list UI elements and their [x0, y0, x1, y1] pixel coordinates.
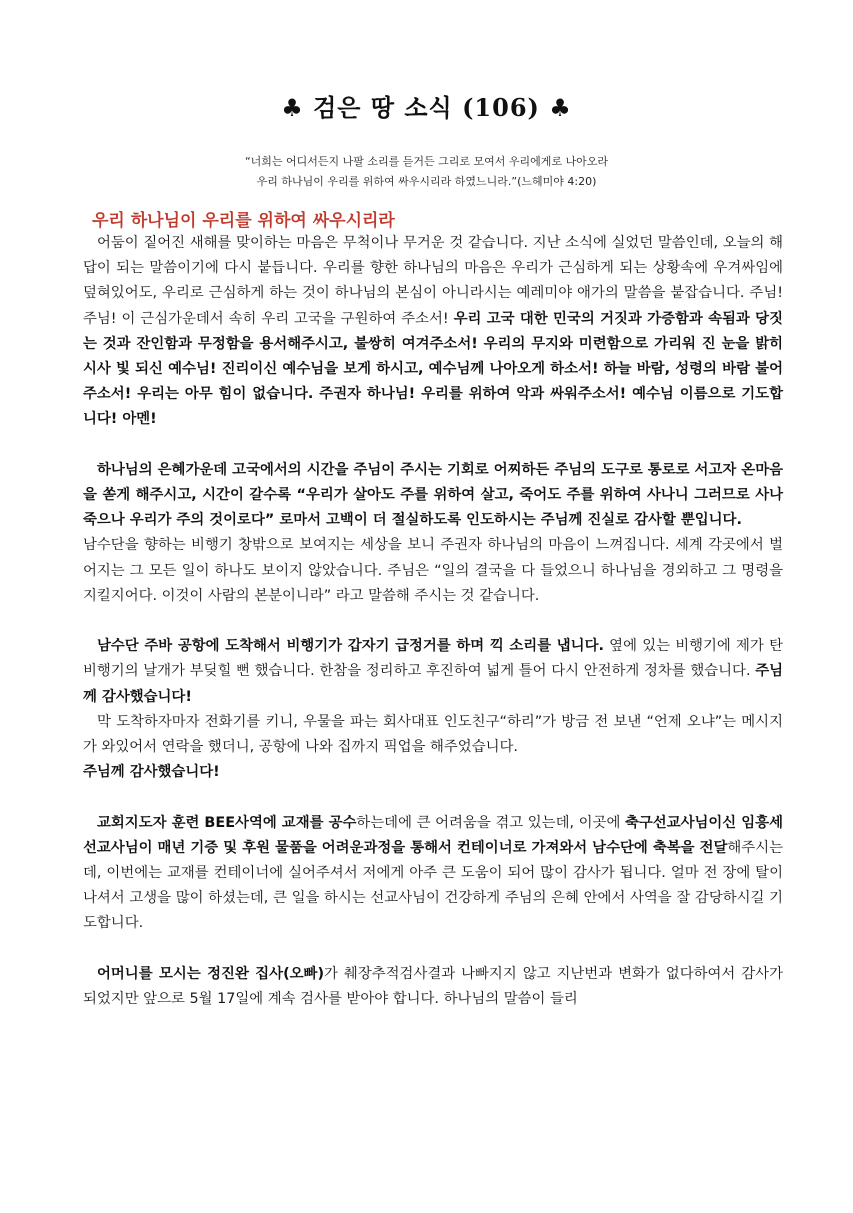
- newsletter-title: ♣ 검은 땅 소식 (106) ♣: [281, 93, 572, 122]
- epigraph-quote: [120, 152, 733, 192]
- paragraph-thanks: [83, 760, 783, 785]
- paragraph-juba-arrival: [83, 634, 783, 710]
- paragraph-bold-text: 하나님의 은혜가운데 고국에서의 시간을 주님이 주시는 기회로 어찌하든 주님의 도구로 통로로 서고자 온마음을 쏟게 해주시고, 시간이 갈수록 “우리가 살아도 주를 위하여 살고, 죽어도 주를 위하여 사나니 그러므로 사나 죽으나 우리가 주의 것이로다” 로마서 고백이 더 절실하도록 인도하시는 주님께 진실로 감사할 뿐입니다.: [83, 461, 783, 529]
- paragraph-text: 하는데에 큰 어려움을 겪고 있는데, 이곳에: [356, 814, 625, 831]
- section-heading: 우리 하나님이 우리를 위하여 싸우시리라: [92, 211, 395, 231]
- paragraph-family-health: [83, 962, 783, 1012]
- paragraph-bold-text: 축구선교사님이신 임흥세선교사님이 매년 기증 및 후원 물품을 어려운과정을 통해서 컨테이너로 가져와서 남수단에 축복을 전달: [83, 814, 783, 856]
- paragraph-bold-text: 남수단 주바 공항에 도착해서 비행기가 갑자기 급정거를 하며 끽 소리를 냅니다.: [97, 638, 604, 655]
- letter-body: [83, 231, 783, 1012]
- paragraph-bold-text: 주님께 감사했습니다!: [83, 663, 783, 705]
- epigraph-line-2: 우리 하나님이 우리를 위하여 싸우시리라 하였느니라.”(느헤미야 4:20): [256, 175, 597, 188]
- paragraph-bold-text: 우리 고국 대한 민국의 거짓과 가증함과 속됨과 당짓는 것과 잔인함과 무정함을 용서해주시고, 불쌍히 여겨주소서! 우리의 무지와 미련함으로 가리워 진 눈을 밝히시사 빛 되신 예수님! 진리이신 예수님을 보게 하시고, 예수님께 나아오게 하소서! 하늘 바람, 성령의 바람 불어주소서! 우리는 아무 힘이 없습니다. 주권자 하나님! 우리를 위하여 악과 싸워주소서! 예수님 이름으로 기도합니다! 아멘!: [83, 310, 783, 428]
- paragraph-flight-view: 남수단을 향하는 비행기 창밖으로 보여지는 세상을 보니 주권자 하나님의 마음이 느껴집니다. 세계 각곳에서 벌어지는 그 모든 일이 하나도 보이지 않았습니다. 주님은 “일의 결국을 다 들었으니 하나님을 경외하고 그 명령을 지킬지어다. 이것이 사람의 본분이니라” 라고 말씀해 주시는 것 같습니다.: [83, 537, 783, 604]
- paragraph-text: 해주시는데, 이번에는 교재를 컨테이너에 실어주셔서 저에게 아주 큰 도움이 되어 많이 감사가 됩니다. 얼마 전 장에 탈이 나셔서 고생을 많이 하셨는데, 큰 일을 하시는 선교사님이 건강하게 주님의 은혜 안에서 사역을 잘 감당하시길 기도합니다.: [83, 839, 783, 932]
- paragraph-bold-text: 교회지도자 훈련 BEE사역에 교재를 공수: [97, 814, 357, 831]
- paragraph-text: 옆에 있는 비행기에 제가 탄 비행기의 날개가 부딪힐 뻔 했습니다. 한참을 정리하고 후진하여 넓게 틀어 다시 안전하게 정차를 했습니다.: [83, 638, 783, 680]
- paragraph-bold-text: 어머니를 모시는 정진완 집사(오빠): [97, 965, 325, 982]
- epigraph-line-1: “너희는 어디서든지 나팔 소리를 듣거든 그리로 모여서 우리에게로 나아오라: [244, 155, 609, 168]
- paragraph-pickup: 막 도착하자마자 전화기를 키니, 우물을 파는 회사대표 인도친구“하리”가 방금 전 보낸 “언제 오냐”는 메시지가 와있어서 연락을 했더니, 공항에 나와 집까지 픽업을 해주었습니다.: [83, 713, 783, 756]
- paragraph-gratitude: [83, 458, 783, 534]
- paragraph-text: 어둠이 짙어진 새해를 맞이하는 마음은 무척이나 무거운 것 같습니다. 지난 소식에 실었던 말씀인데, 오늘의 해답이 되는 말씀이기에 다시 붙듭니다. 우리를 향한 하나님의 마음은 우리가 근심하게 되는 상황속에 우겨싸임에 덮혀있어도, 우리로 근심하게 하는 것이 하나님의 본심이 아니라시는 예레미야 애가의 말씀을 붙잡습니다. 주님! 주님! 이 근심가운데서 속히 우리 고국을 구원하여 주소서!: [83, 235, 783, 327]
- paragraph-new-year-prayer: [83, 231, 783, 433]
- paragraph-bold-text: 주님께 감사했습니다!: [83, 764, 220, 781]
- paragraph-text: 가 췌장추적검사결과 나빠지지 않고 지난번과 변화가 없다하여서 감사가 되었지만 앞으로 5월 17일에 계속 검사를 받아야 합니다. 하나님의 말씀이 들리: [83, 965, 783, 1008]
- paragraph-bee-ministry: [83, 811, 783, 937]
